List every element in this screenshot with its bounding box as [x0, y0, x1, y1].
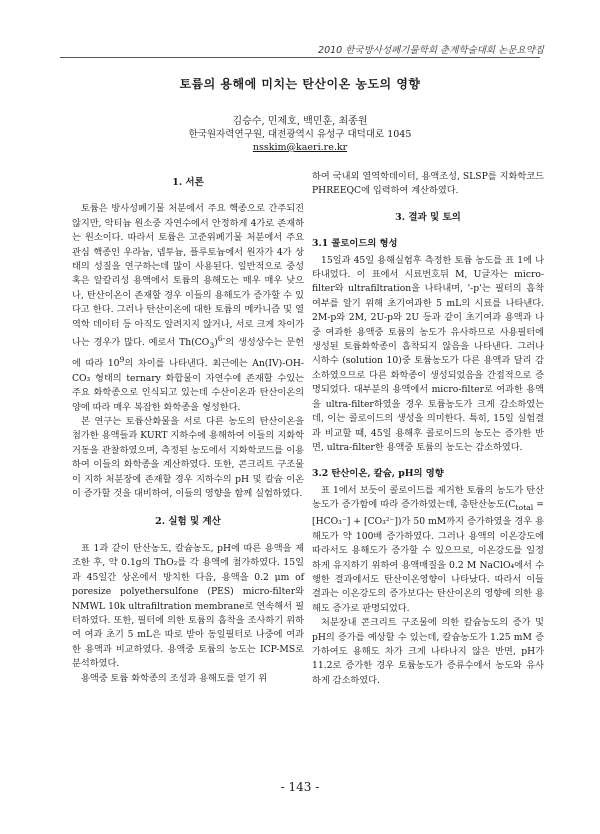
- section-1-paragraph-2: 본 연구는 토륨산화물을 서로 다른 농도의 탄산이온을 첨가한 용액들과 KURT 지하수에 용해하여 이들의 지화학 거동을 관찰하였으며, 측정된 농도에서 지화학코드를 이용하여 이들의 화학종을 계산하였다. 또한, 콘크리트 구조물이 지하 처분장에 존재할 경우 지하수의 pH 및 칼슘 이온이 증가할 것을 대비하여, 이들의 영향을 함께 실험하였다.: [72, 416, 304, 500]
- paragraph-text: = [HCO₃⁻] + [CO₃²⁻])가 50 mM까지 증가하였을 경우 용해도가 약 100배 증가하였다. 그러나 용액의 이온강도에 따라서도 용해도가 증가할 수 있으므로, 이온강도를 일정하게 유지하기 위하여 용액매질을 0.2 M NaClO₄에서 수행한 결과에서도 탄산이온영향이 나타났다. 따라서 이들 결과는 이온강도의 증가보다는 탄산이온의 영향에 의한 용해도 증가로 판명되었다.: [312, 499, 544, 614]
- affiliation: 한국원자력연구원, 대전광역시 유성구 대덕대로 1045: [188, 129, 412, 140]
- left-column: [72, 170, 304, 686]
- section-3-heading: 3. 결과 및 토의: [395, 211, 461, 223]
- paper-title: 토륨의 용해에 미치는 탄산이온 농도의 영향: [179, 77, 421, 91]
- running-header: 2010 한국방사성폐기물학회 춘계학술대회 논문요약집: [318, 45, 544, 56]
- subsection-3-2-paragraph-1: [312, 484, 544, 616]
- subsection-3-2-heading: 3.2 탄산이온, 칼슘, pH의 영향: [312, 468, 444, 480]
- subsection-3-2-paragraph-2: 처분장내 콘크리트 구조물에 의한 칼슘농도의 증가 및 pH의 증가를 예상할 수 있는데, 칼슘농도가 1.25 mM 증가하여도 용해도 차가 크게 나타나지 않은 반면, pH가 11.2로 증가한 경우 토륨농도가 증류수에서 농도와 유사하게 감소하였다.: [312, 617, 544, 686]
- header-rule: [60, 57, 540, 58]
- paragraph-text: 의 차이를 나타낸다. 최근에는 An(IV)-OH-CO₃ 형태의 ternary 화합물이 자연수에 존재할 수있는 주요 화학종으로 인식되고 있는데 수산이온과 탄산이온의 양에 따라 매우 복잡한 화학종을 형성한다.: [72, 358, 304, 413]
- contact-email[interactable]: nsskim@kaeri.re.kr: [252, 142, 348, 153]
- section-2-heading: 2. 실험 및 계산: [155, 516, 221, 528]
- section-1-paragraph-1: [72, 202, 304, 415]
- superscript: 9: [119, 355, 125, 365]
- page-number: - 143 -: [280, 780, 320, 794]
- subsection-3-1-heading: 3.1 콜로이드의 형성: [312, 238, 398, 250]
- paragraph-text: 표 1에서 보듯이 콜로이드를 제거한 토륨의 농도가 탄산농도가 증가함에 따라 증가하였는데, 총탄산농도(C: [312, 484, 544, 511]
- subsection-3-1-paragraph: 15일과 45일 용해실험후 측정한 토륨 농도를 표 1에 나타내었다. 이 표에서 시료번호뒤 M, U글자는 micro-filter와 ultrafiltration을 나타내며, '-p'는 필터의 흡착여부를 알기 위해 초기여과한 5 mL의 시료를 나타낸다. 2M-p와 2M, 2U-p와 2U 등과 같이 초기여과 용액과 나중 여과한 용액중 토륨의 농도가 유사하므로 사용필터에 생성된 토륨화학종이 흡착되지 않음을 나타낸다. 그러나 시하수 (solution 10)중 토륨농도가 다른 용액과 달리 감소하였으므로 다른 화학종이 생성되었음을 간접적으로 증명되었다. 대부분의 용액에서 micro-filter로 여과한 용액을 ultra-filter하였을 경우 토륨농도가 크게 감소하였는데, 이는 콜로이드의 생성을 의미한다. 특히, 15일 실험결과 비교할 때, 45일 용해후 콜로이드의 농도는 증가한 반면, ultra-filter한 용액중 토륨의 농도는 감소하였다.: [312, 254, 544, 453]
- section-2-paragraph-2: 용액중 토륨 화학종의 조성과 용해도를 얻기 위: [81, 672, 268, 684]
- paragraph-text: 토륨은 방사성폐기물 처분에서 주요 핵종으로 간주되진 않지만, 악티늄 원소중 자연수에서 안정하게 4가로 존재하는 원소이다. 따라서 토륨은 고준위폐기물 처분에서 주요 관심 핵종인 우라늄, 넵투늄, 플루토늄에서 원자가 4가 상태의 성질을 연구하는데 많이 사용된다. 일반적으로 중성 혹은 알칼리성 용액에서 토륨의 용해도는 매우 매우 낮으나, 탄산이온이 존재할 경우 이들의 용해도가 증가할 수 있다고 한다. 그러나 탄산이온에 대한 토륨의 메카니즘 및 열역학 데이터 등 아직도 알려지지 않거나, 서로 크게 차이가 나는 경우가 많다. 예로서 Th(CO: [72, 203, 304, 349]
- continued-paragraph: 하여 국내외 열역학데이터, 용액조성, SLSP를 지화학코드 PHREEQC에 입력하여 계산하였다.: [312, 171, 544, 197]
- right-column: [312, 170, 544, 688]
- superscript: 6-: [217, 334, 226, 344]
- section-1-heading: 1. 서론: [172, 177, 204, 188]
- section-2-paragraph-1: 표 1과 같이 탄산농도, 칼슘농도, pH에 따른 용액을 제조한 후, 약 0.1g의 ThO₂를 각 용액에 첨가하였다. 15일과 45일간 상온에서 방치한 다음, 용액을 0.2 μm of poresize polyethersulfone (PES) micro-filter와 NMWL 10k ultrafiltration membrane로 연속해서 필터하였다. 또한, 필터에 의한 토륨의 흡착을 조사하기 위하여 여과 초기 5 mL은 따로 받아 동일필터로 나중에 여과한 용액과 비교하였다. 용액중 토륨의 농도는 ICP-MS로 분석하였다.: [72, 542, 304, 670]
- author-list: 김승수, 민제호, 백민훈, 최종원: [232, 116, 368, 127]
- paragraph-text: ): [214, 337, 218, 349]
- subscript: 3: [209, 340, 215, 350]
- paragraph-text: 의 생성상수는 문헌에 따라 10: [72, 337, 304, 370]
- subscript: total: [515, 502, 534, 512]
